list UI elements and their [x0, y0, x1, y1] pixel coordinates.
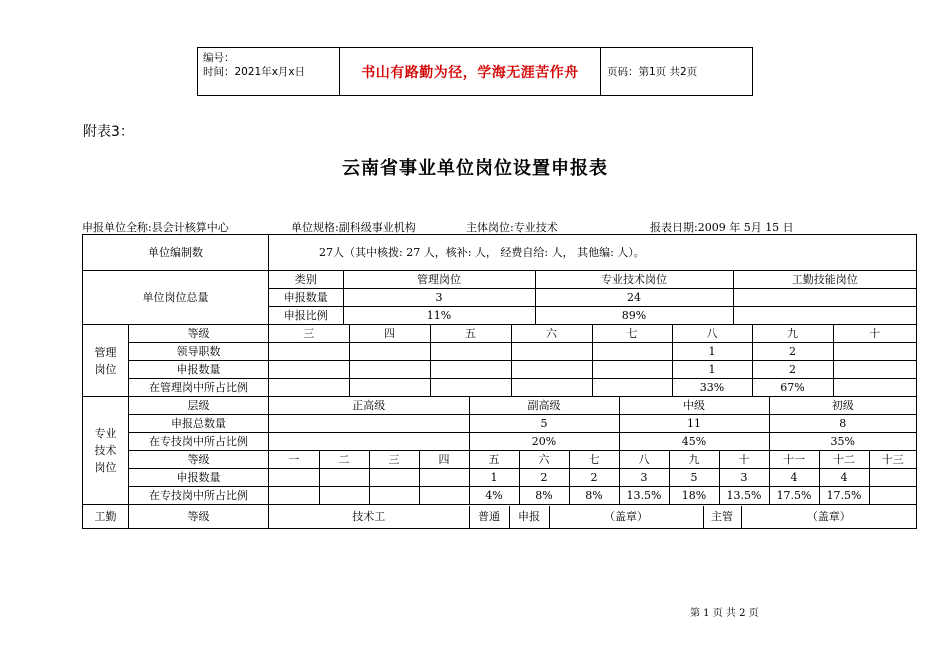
header-left — [198, 48, 340, 95]
management-group-label: 管理 岗位 — [83, 325, 129, 397]
worker-grade-label: 等级 — [129, 505, 269, 529]
mgmt-label: 在管理岗中所占比例 — [129, 379, 268, 397]
totals-row — [83, 271, 917, 325]
totals-rowlabel: 类别 — [294, 273, 317, 286]
unit-name: 申报单位全称:县会计核算中心 — [82, 221, 229, 234]
staffing-row — [83, 235, 917, 271]
totals-ratio: 11% — [343, 307, 535, 325]
worker-row — [83, 505, 917, 529]
pro-tiers: 正高级 副高级 中级 初级 — [269, 397, 916, 415]
totals-grid — [269, 271, 916, 324]
worker-grid: 技术工 普通 申报 （盖章） 主管 （盖章） — [269, 506, 916, 528]
totals-ratio — [733, 307, 916, 325]
totals-col-header: 管理岗位 — [343, 271, 535, 289]
totals-count: 3 — [343, 289, 535, 307]
pro-grades: 一 二 三 四 五 六 七 八 九 十 十一 十二 十三 — [269, 451, 916, 469]
header-page-label: 页码：第1页 共2页 — [607, 66, 698, 78]
staffing-text: 27人（其中核拨: 27 人，核补: 人， 经费自给: 人， 其他编: 人）。 — [269, 235, 917, 271]
mgmt-label: 申报数量 — [129, 361, 268, 379]
totals-col-header: 工勤技能岗位 — [733, 271, 916, 289]
management-row — [83, 325, 917, 397]
report-date: 报表日期:2009 年 5月 15 日 — [650, 221, 794, 234]
staffing-label: 单位编制数 — [83, 235, 269, 271]
mgmt-label: 等级 — [187, 327, 210, 340]
mgmt-counts: 1 2 — [269, 361, 916, 379]
totals-col-header: 专业技术岗位 — [535, 271, 733, 289]
professional-grid — [269, 397, 916, 504]
page-footer: 第 1 页 共 2 页 — [690, 608, 759, 619]
totals-rowlabel: 申报比例 — [269, 307, 343, 325]
document-header — [197, 47, 753, 96]
unit-spec: 单位规格:副科级事业机构 — [291, 221, 416, 234]
mgmt-ratios: 33% 67% — [269, 379, 916, 397]
application-table — [82, 234, 917, 529]
mgmt-leaders: 1 2 — [269, 343, 916, 361]
totals-count: 24 — [535, 289, 733, 307]
professional-row — [83, 397, 917, 505]
worker-label: 工勤 — [83, 505, 129, 529]
mgmt-label: 领导职数 — [129, 343, 268, 361]
totals-label: 单位岗位总量 — [83, 271, 269, 325]
main-post: 主体岗位:专业技术 — [466, 221, 558, 234]
pro-grade-counts: 1 2 2 3 5 3 4 4 — [269, 469, 916, 487]
management-grid — [269, 325, 916, 396]
mgmt-levels: 三 四 五 六 七 八 九 十 — [269, 325, 916, 343]
pro-tier-counts: 5 11 8 — [269, 415, 916, 433]
professional-row-labels: 层级 申报总数量 在专技岗中所占比例 等级 申报数量 在专技岗中所占比例 — [129, 397, 268, 504]
pro-grade-ratios: 4% 8% 8% 13.5% 18% 13.5% 17.5% 17.5% — [269, 487, 916, 505]
number-label: 编号： — [203, 52, 235, 64]
totals-ratio: 89% — [535, 307, 733, 325]
pro-tier-ratios: 20% 45% 35% — [269, 433, 916, 451]
time-label: 时间：2021年x月x日 — [203, 66, 306, 78]
totals-rowlabel: 申报数量 — [269, 289, 343, 307]
totals-count — [733, 289, 916, 307]
page-title: 云南省事业单位岗位设置申报表 — [342, 158, 608, 179]
management-row-labels — [129, 325, 268, 396]
professional-group-label: 专业 技术 岗位 — [83, 397, 129, 505]
header-motto: 书山有路勤为径，学海无涯苦作舟 — [340, 48, 601, 95]
attachment-label: 附表3： — [83, 124, 134, 140]
